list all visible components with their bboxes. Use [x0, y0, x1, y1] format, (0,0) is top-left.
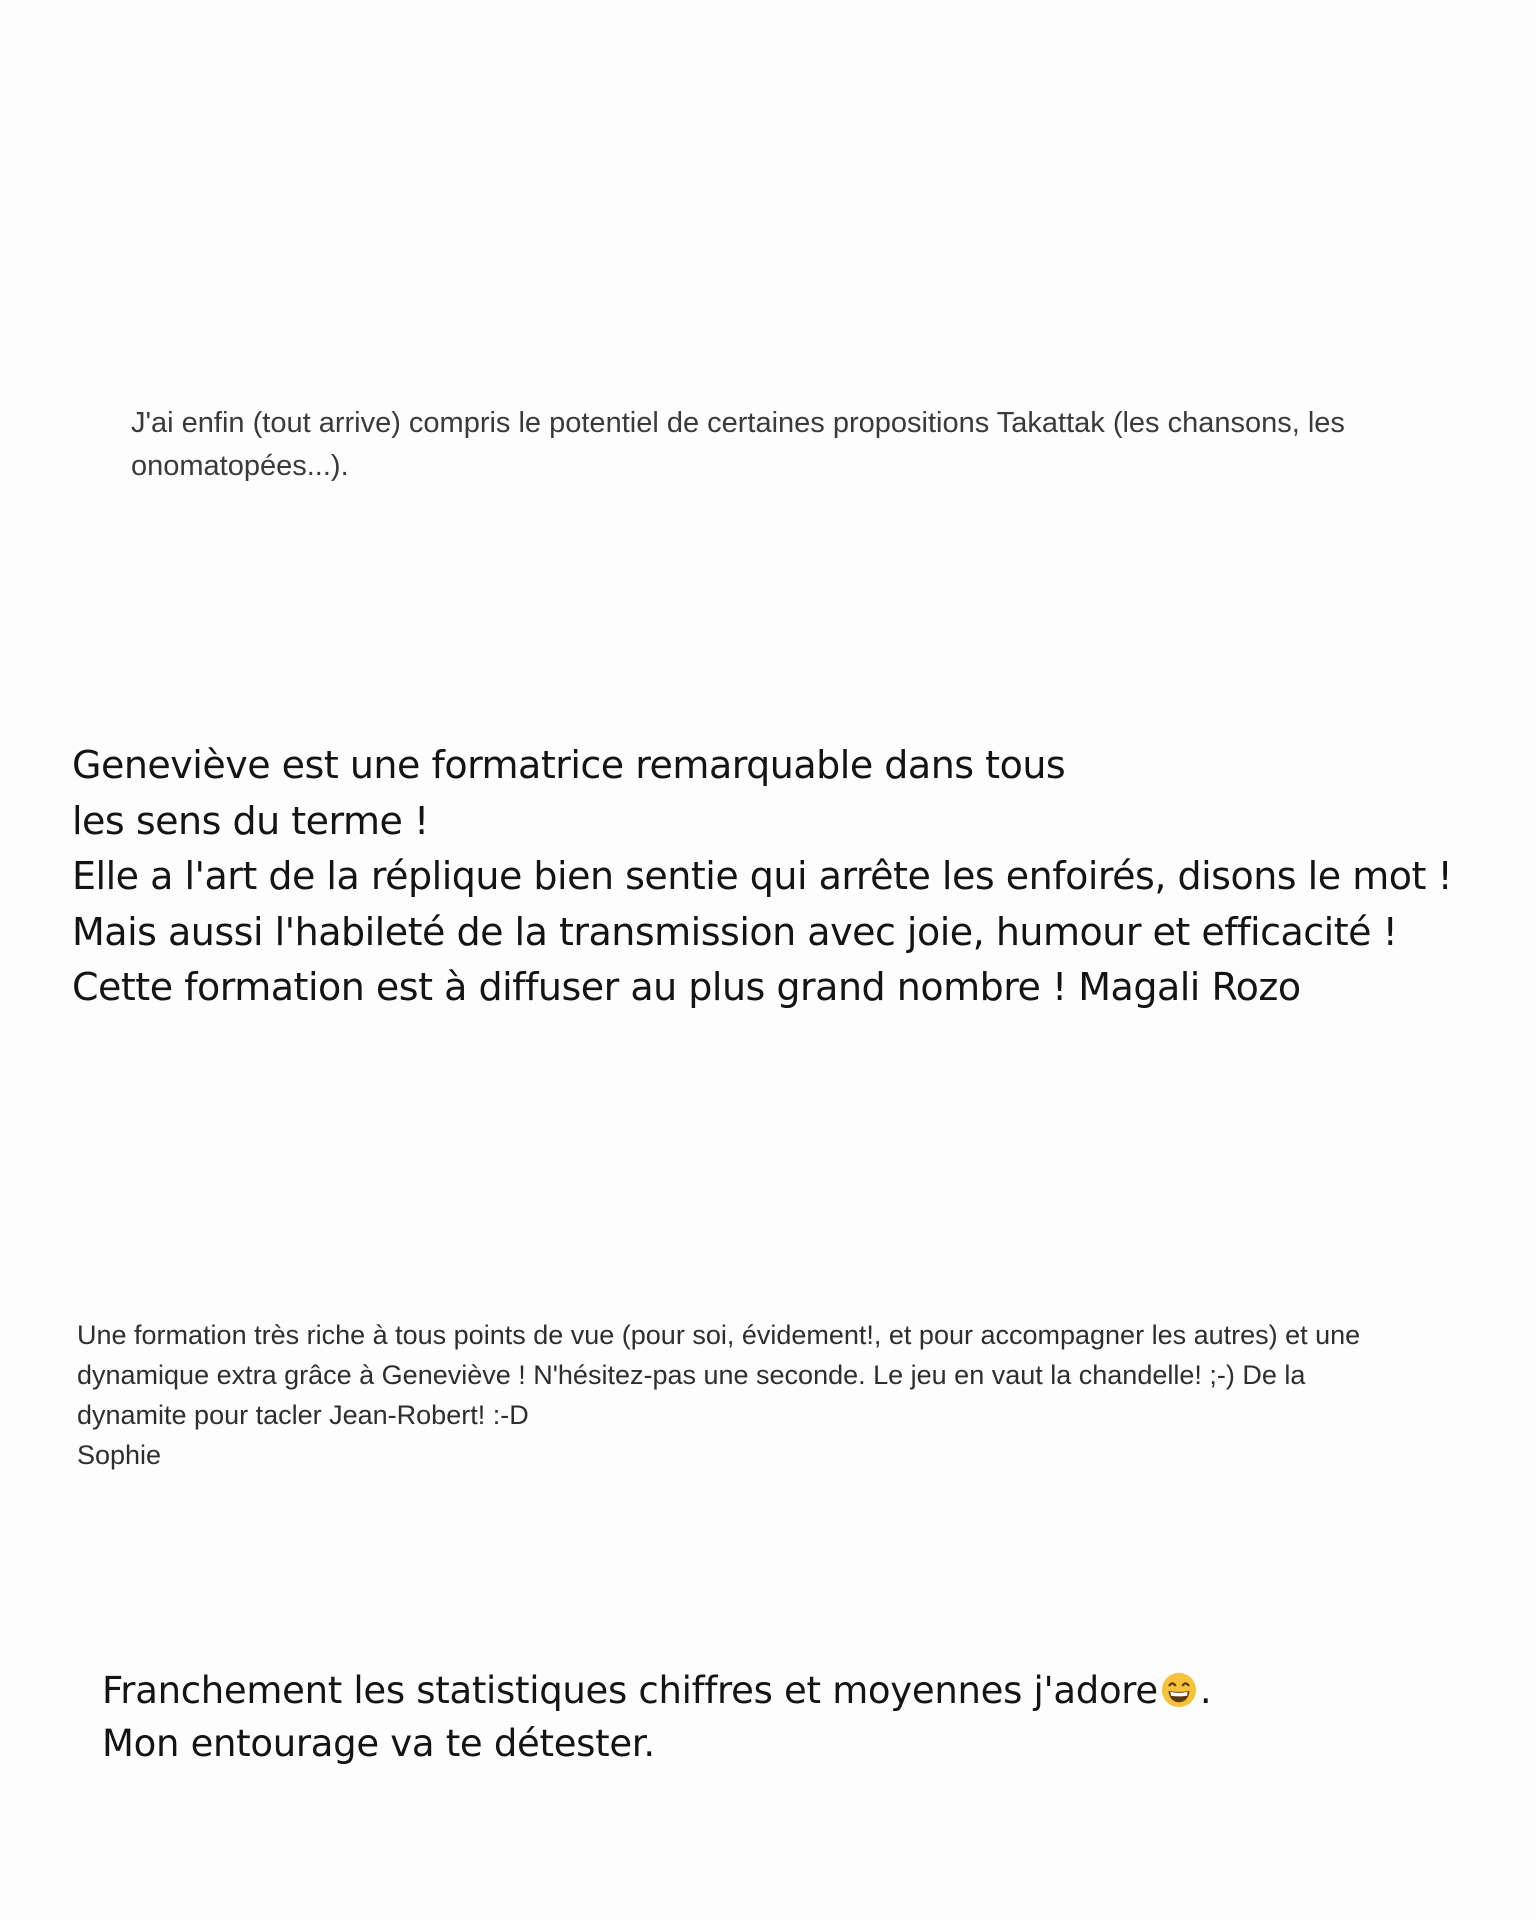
testimonial-line: Cette formation est à diffuser au plus grand nombre ! Magali Rozo	[72, 965, 1301, 1009]
testimonial-text: Franchement les statistiques chiffres et moyennes j'adore	[102, 1669, 1158, 1712]
testimonial-line: onomatopées...).	[131, 450, 349, 482]
testimonial-statistiques	[102, 1664, 1402, 1770]
testimonial-magali-rozo	[72, 738, 1492, 1016]
testimonial-takattak	[131, 402, 1441, 488]
testimonial-line	[102, 1664, 1402, 1717]
testimonial-line: dynamique extra grâce à Geneviève ! N'hésitez-pas une seconde. Le jeu en vaut la chandelle! ;-) De la	[77, 1360, 1306, 1390]
testimonial-text: .	[1199, 1669, 1212, 1712]
testimonial-line: Mon entourage va te détester.	[102, 1722, 655, 1765]
testimonial-line: Elle a l'art de la réplique bien sentie qui arrête les enfoirés, disons le mot !	[72, 854, 1453, 898]
grinning-face-emoji-icon	[1160, 1671, 1198, 1709]
testimonial-sophie	[77, 1315, 1457, 1475]
testimonial-signature: Sophie	[77, 1440, 162, 1470]
testimonial-line: Une formation très riche à tous points de vue (pour soi, évidement!, et pour accompagner les autres) et une	[77, 1320, 1361, 1350]
testimonial-line: dynamite pour tacler Jean-Robert! :-D	[77, 1400, 529, 1430]
testimonial-line: Mais aussi l'habileté de la transmission avec joie, humour et efficacité !	[72, 909, 1398, 954]
testimonial-line: les sens du terme !	[72, 798, 429, 843]
testimonial-line: J'ai enfin (tout arrive) compris le potentiel de certaines propositions Takattak (les chansons, les	[131, 407, 1345, 439]
testimonial-line: Geneviève est une formatrice remarquable dans tous	[72, 743, 1066, 787]
